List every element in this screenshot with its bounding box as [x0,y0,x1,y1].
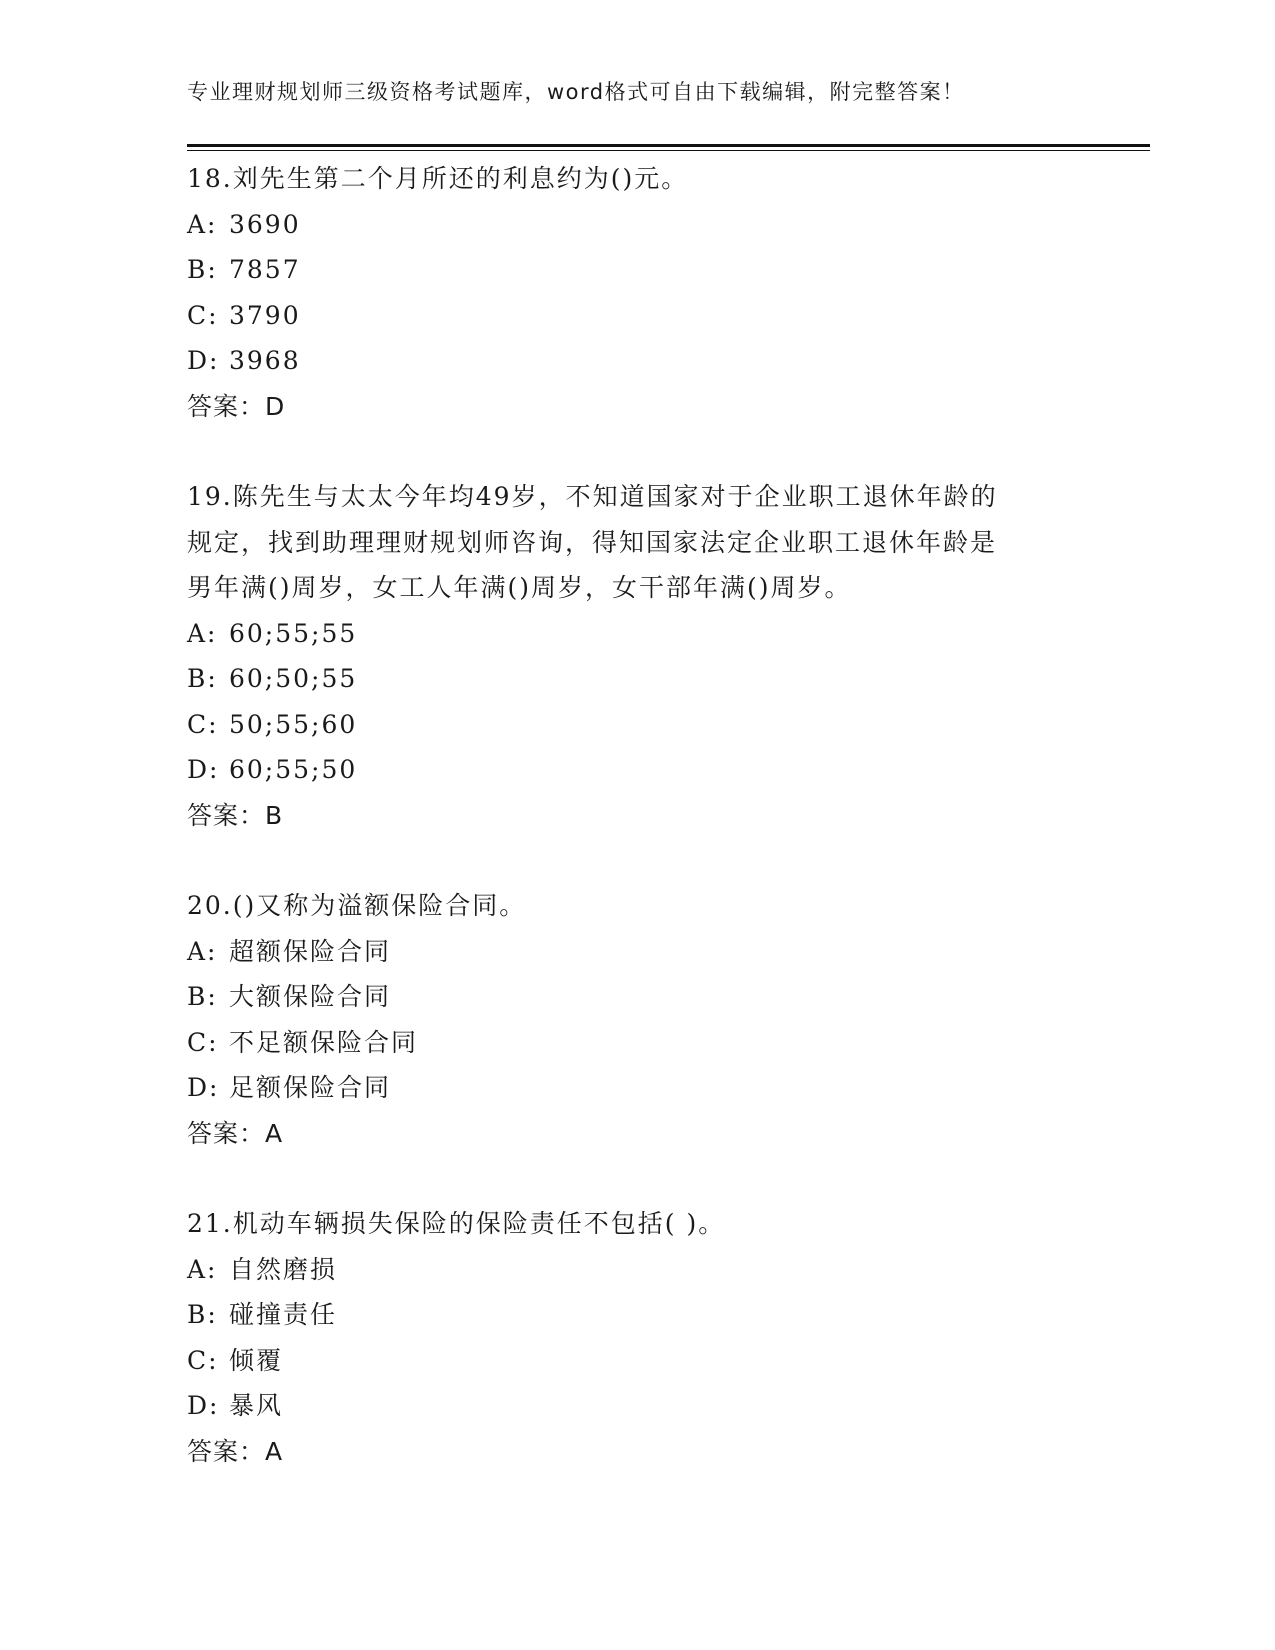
option-label: A: [187,1254,218,1284]
option-text: 自然磨损 [229,1254,338,1284]
option-text: 3790 [229,300,301,330]
header-rule-thin [187,150,1150,151]
option-text: 倾覆 [229,1345,284,1375]
stem-line: 20.()又称为溢额保险合同。 [187,891,527,920]
answer: 答案：A [187,1436,284,1466]
question-stem [187,1201,1087,1247]
question-list [187,156,1087,1519]
option-c [187,293,1087,339]
option-label: B: [187,982,218,1011]
option-c [187,702,1087,748]
option-d [187,747,1087,793]
stem-line: 规定，找到助理理财规划师咨询，得知国家法定企业职工退休年龄是 [187,527,998,557]
option-label: D: [187,1391,220,1420]
option-label: C: [187,1345,219,1375]
option-c [187,1020,1087,1066]
option-text: 50;55;60 [229,709,358,739]
option-label: A: [187,209,218,239]
option-text: 超额保险合同 [229,936,392,966]
option-b [187,656,1087,702]
option-a [187,1247,1087,1293]
header-rule-thick [187,144,1150,147]
answer: 答案：A [187,1118,284,1148]
option-d [187,1065,1087,1111]
stem-line: 18.刘先生第二个月所还的利息约为()元。 [187,164,689,193]
option-b [187,1292,1087,1338]
option-text: 碰撞责任 [229,1300,338,1329]
answer: 答案：B [187,800,284,830]
option-text: 大额保险合同 [229,982,392,1011]
option-text: 60;55;55 [229,618,358,648]
question-20 [187,883,1087,1156]
option-label: B: [187,1300,218,1329]
option-b [187,247,1087,293]
stem-line: 19.陈先生与太太今年均49岁，不知道国家对于企业职工退休年龄的 [187,482,998,511]
option-label: C: [187,300,219,330]
option-c [187,1338,1087,1384]
answer: 答案：D [187,391,286,421]
option-text: 3690 [229,209,301,239]
question-19 [187,474,1087,838]
option-d [187,338,1087,384]
question-18 [187,156,1087,429]
question-stem [187,156,1087,202]
option-text: 7857 [229,255,301,284]
option-label: C: [187,709,219,739]
option-label: A: [187,618,218,648]
option-a [187,202,1087,248]
question-21 [187,1201,1087,1474]
option-text: 60;55;50 [229,755,358,784]
option-d [187,1383,1087,1429]
question-stem [187,474,1087,611]
option-label: A: [187,936,218,966]
option-label: B: [187,255,218,284]
option-a [187,929,1087,975]
option-text: 3968 [229,346,301,375]
option-label: D: [187,1073,220,1102]
option-label: D: [187,346,220,375]
page-header: 专业理财规划师三级资格考试题库，word格式可自由下载编辑，附完整答案！ [187,80,965,104]
option-b [187,974,1087,1020]
option-a [187,611,1087,657]
option-text: 60;50;55 [229,664,358,693]
stem-line: 21.机动车辆损失保险的保险责任不包括( )。 [187,1209,726,1238]
option-label: C: [187,1027,219,1057]
option-text: 暴风 [229,1391,284,1420]
option-text: 足额保险合同 [229,1073,392,1102]
option-label: D: [187,755,220,784]
question-stem [187,883,1087,929]
stem-line: 男年满()周岁，女工人年满()周岁，女干部年满()周岁。 [187,573,852,602]
option-text: 不足额保险合同 [229,1027,419,1057]
option-label: B: [187,664,218,693]
